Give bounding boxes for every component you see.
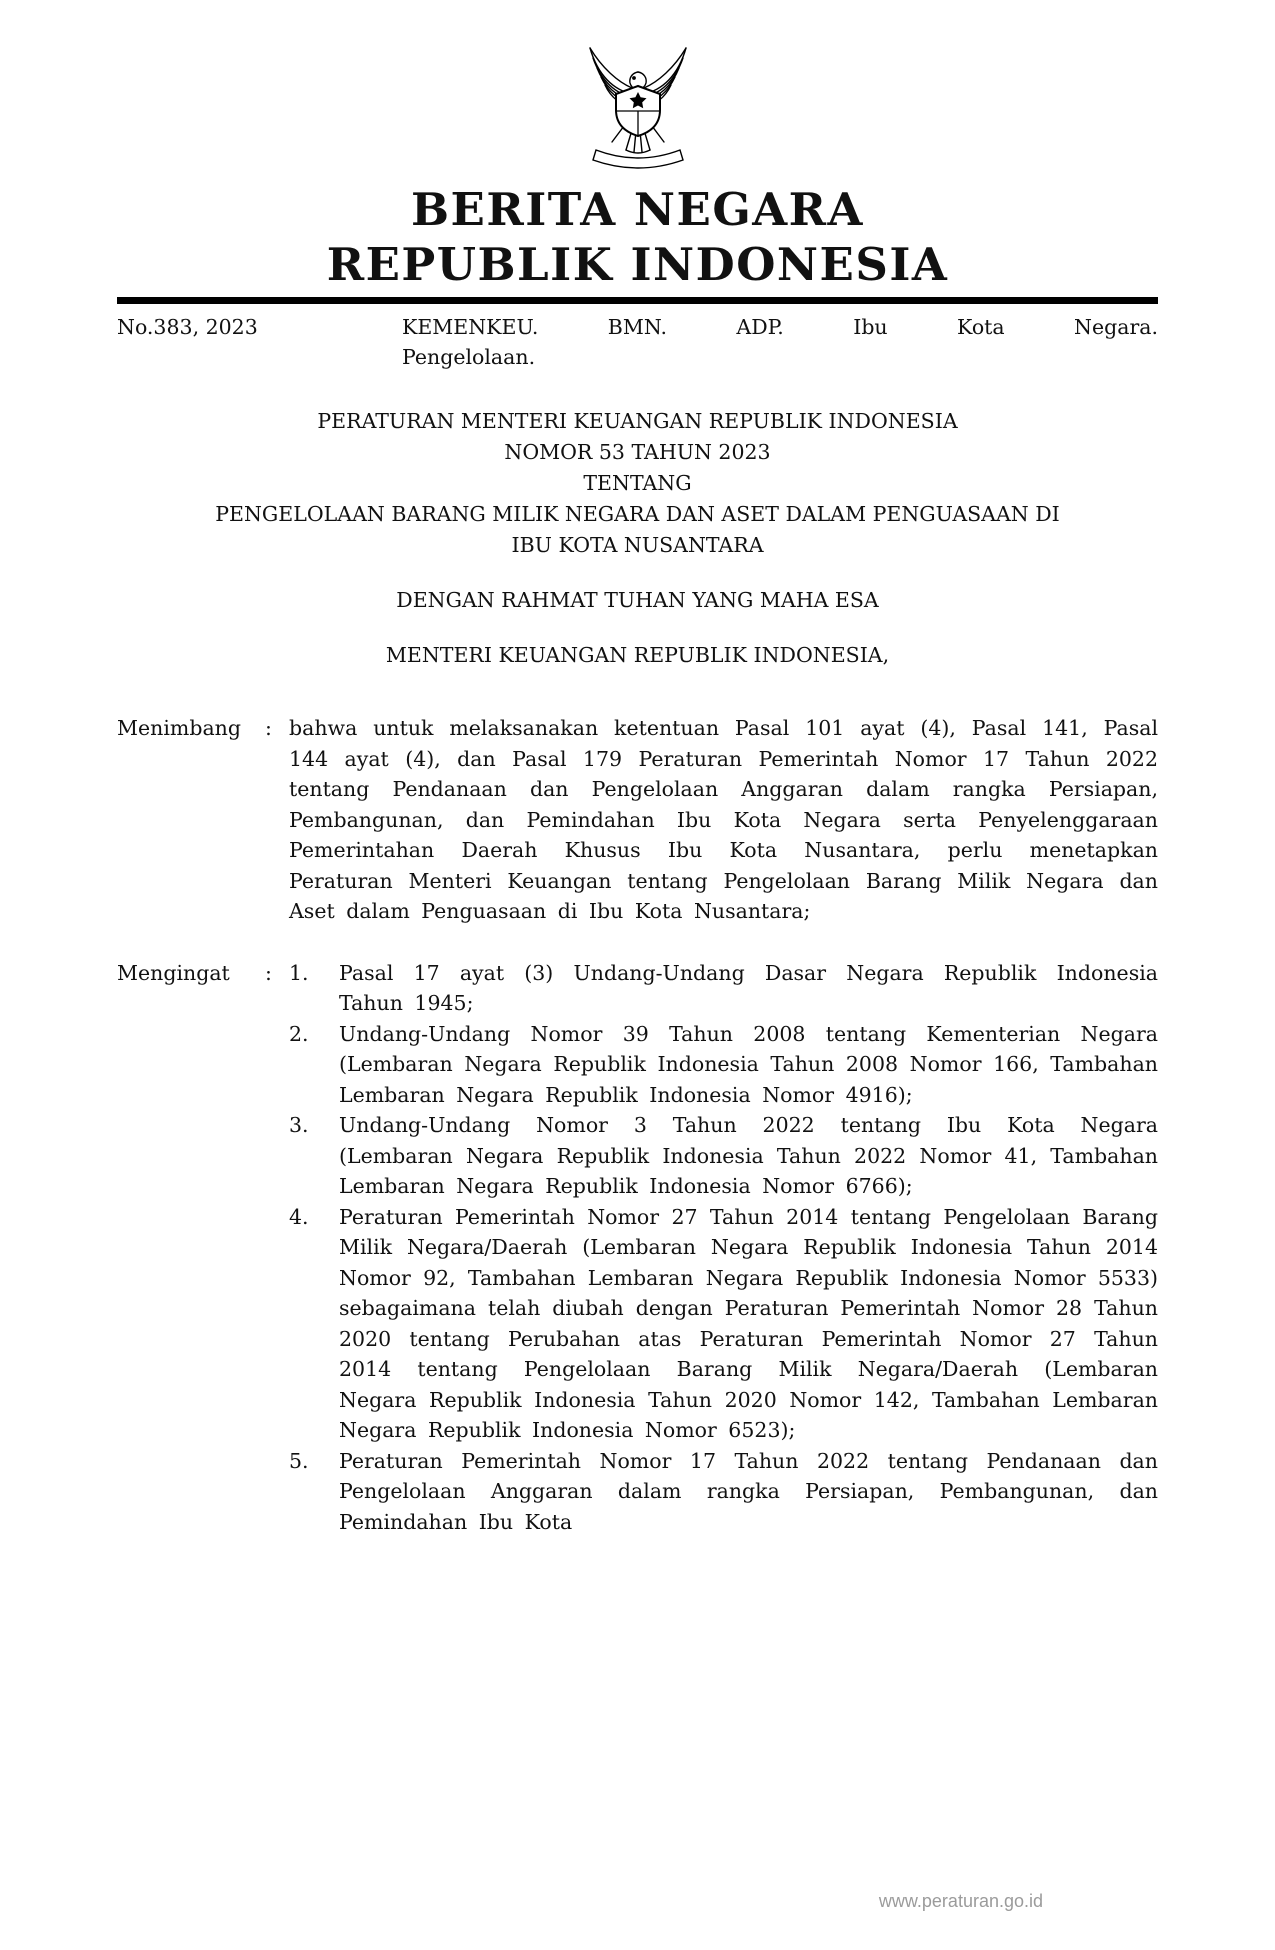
legal-item-number: 3. [289,1113,309,1137]
legal-basis-item [289,1019,1158,1111]
legal-item-text: Undang-Undang Nomor 3 Tahun 2022 tentang Ibu Kota Negara (Lembaran Negara Republik Indonesia Tahun 2022 Nomor 41, Tambahan Lembaran Negara Republik Indonesia Nomor 6766); [339,1113,1158,1198]
legal-item-text: Peraturan Pemerintah Nomor 17 Tahun 2022 tentang Pendanaan dan Pengelolaan Anggaran dalam rangka Persiapan, Pembangunan, dan Pemindahan Ibu Kota [339,1448,1158,1534]
regulation-title-line1: PERATURAN MENTERI KEUANGAN REPUBLIK INDONESIA [317,409,958,433]
regulation-title-line2: NOMOR 53 TAHUN 2023 [504,440,771,464]
legal-basis-item [289,1202,1158,1446]
regulation-title-line5: IBU KOTA NUSANTARA [511,533,764,557]
masthead-rule [117,297,1158,304]
legal-item-number: 4. [289,1204,309,1229]
masthead-title [0,182,1275,292]
regulation-title [117,406,1158,561]
issue-subject-line2: Pengelolaan. [402,345,536,369]
legal-item-number: 1. [289,960,309,985]
masthead-emblem-row [0,0,1275,174]
legal-item-text: Undang-Undang Nomor 39 Tahun 2008 tentang Kementerian Negara (Lembaran Negara Republik Indonesia Tahun 2008 Nomor 166, Tambahan Lembaran Negara Republik Indonesia Nomor 4916); [339,1021,1158,1107]
legal-basis-item [289,958,1158,1019]
authority-line: MENTERI KEUANGAN REPUBLIK INDONESIA, [385,643,890,667]
regulation-title-line4: PENGELOLAAN BARANG MILIK NEGARA DAN ASET DALAM PENGUASAAN DI [215,502,1060,526]
legal-basis-label: Mengingat [117,960,230,985]
issue-row [117,312,1158,372]
regulation-title-line3: TENTANG [583,471,692,495]
considerations-label: Menimbang [117,716,241,740]
legal-basis-item [289,1446,1158,1538]
legal-item-text: Pasal 17 ayat (3) Undang-Undang Dasar Negara Republik Indonesia Tahun 1945; [339,960,1158,1015]
legal-basis-body [289,958,1158,1538]
garuda-pancasila-emblem [574,34,702,174]
considerations-colon: : [265,716,272,740]
invocation-line: DENGAN RAHMAT TUHAN YANG MAHA ESA [396,588,879,612]
legal-item-number: 5. [289,1448,309,1473]
considerations-clause [117,713,1158,927]
legal-item-text: Peraturan Pemerintah Nomor 27 Tahun 2014 tentang Pengelolaan Barang Milik Negara/Daerah (Lembaran Negara Republik Indonesia Tahun 2014 Nomor 92, Tambahan Lembaran Negara Republik Indonesia Nomor 5533) sebagaimana telah diubah dengan Peraturan Pemerintah Nomor 28 Tahun 2020 tentang Perubahan atas Peraturan Pemerintah Nomor 27 Tahun 2014 tentang Pengelolaan Barang Milik Negara/Daerah (Lembaran Negara Republik Indonesia Tahun 2020 Nomor 142, Tambahan Lembaran Negara Republik Indonesia Nomor 6523); [339,1204,1158,1442]
legal-basis-colon: : [265,960,272,985]
issue-subject [402,312,1158,372]
masthead-title-line1: BERITA NEGARA [411,183,864,236]
legal-item-number: 2. [289,1021,309,1046]
considerations-text: bahwa untuk melaksanakan ketentuan Pasal 101 ayat (4), Pasal 141, Pasal 144 ayat (4), dan Pasal 179 Peraturan Pemerintah Nomor 17 Tahun 2022 tentang Pendanaan dan Pengelolaan Anggaran dalam rangka Persiapan, Pembangunan, dan Pemindahan Ibu Kota Negara serta Penyelenggaraan Pemerintahan Daerah Khusus Ibu Kota Nusantara, perlu menetapkan Peraturan Menteri Keuangan tentang Pengelolaan Barang Milik Negara dan Aset dalam Penguasaan di Ibu Kota Nusantara; [289,716,1158,923]
legal-basis-clause [117,958,1158,1538]
issue-subject-line1: KEMENKEU. BMN. ADP. Ibu Kota Negara. [402,315,1158,339]
watermark-website: www.peraturan.go.id [878,1891,1043,1911]
legal-basis-item [289,1110,1158,1202]
masthead-title-line2: REPUBLIK INDONESIA [326,238,949,291]
considerations-body [289,713,1158,927]
issue-number: No.383, 2023 [117,315,258,339]
